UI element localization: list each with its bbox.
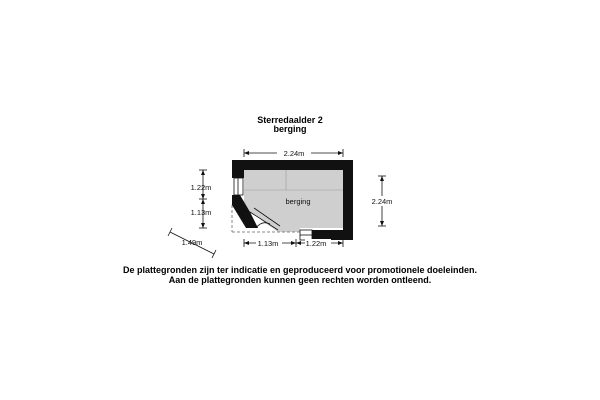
dim-bottom-right: 1.22m: [305, 239, 327, 248]
room-label: berging: [285, 197, 311, 206]
disclaimer-line-2: Aan de plattegronden kunnen geen rechten worden ontleend.: [168, 275, 432, 285]
dim-right-height: 2.24m: [371, 197, 393, 206]
dim-diagonal: 1.49m: [181, 238, 203, 247]
plan-title-floor: berging: [273, 124, 307, 134]
dim-left-lower: 1.13m: [190, 208, 212, 217]
dim-bottom-left: 1.13m: [257, 239, 279, 248]
plan-title-address: Sterredaalder 2: [257, 115, 323, 125]
dim-top-width: 2.24m: [283, 149, 305, 158]
dim-left-upper: 1.22m: [190, 183, 212, 192]
disclaimer-line-1: De plattegronden zijn ter indicatie en geproduceerd voor promotionele doeleinden.: [122, 265, 478, 275]
